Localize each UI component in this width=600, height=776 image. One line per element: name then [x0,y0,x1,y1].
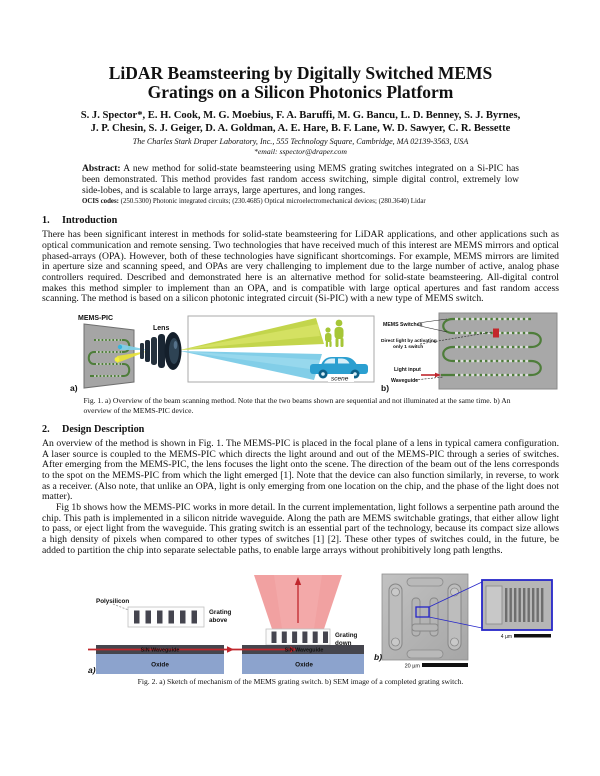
mems-switches-label: MEMS Switches [383,322,423,329]
figure-1a-diagram [70,310,380,394]
emission-dot-blue [118,345,122,349]
active-switch-marker [493,329,499,338]
section-2-heading [42,424,559,435]
author-list [42,110,559,135]
lens-label: Lens [153,325,170,333]
section-1-title: Introduction [62,215,118,227]
emission-dot-yellow [115,357,120,362]
sem-inset [482,580,552,630]
ocis-label: OCIS codes: [82,198,119,206]
inset-scale-label: 4 µm [500,634,512,641]
abstract [82,164,519,196]
polysilicon-label: Polysilicon [96,598,130,606]
figure-2a-diagram [88,573,368,675]
figure-2-caption: Fig. 2. a) Sketch of mechanism of the MEMS grating switch. b) SEM image of a completed grating switch. [137,677,464,687]
pic-chip-body [439,313,557,389]
mems-pic-label: MEMS-PIC [78,315,113,323]
ocis-codes [82,198,553,206]
figure-1b-diagram [381,310,559,394]
sketch-grating-down [232,575,364,674]
fig2b-label: b) [374,652,383,663]
grating-down-label-line1: Grating [335,632,358,640]
camera-lens [140,332,182,370]
paper-title-line2: Gratings on a Silicon Photonics Platform [147,81,454,102]
main-scale-bar [405,663,468,670]
section-2-number: 2. [42,423,50,435]
figure-1 [42,310,559,394]
light-input-label: Light input [394,367,421,374]
contact-email: *email: sspector@draper.com [254,147,347,157]
abstract-text: A new method for solid-state beamsteering using MEMS grating switches integrated on a Si-PIC has been demonstrated. This method provides fast random access switching, simple digital control, extremely low side-lobes, and is scalable to large arrays, large apertures, and long ranges. [82,164,519,196]
grating-above-label-line2: above [209,617,228,625]
paper-title-line1: LiDAR Beamsteering by Digitally Switched MEMS [108,63,493,83]
direct-light-label-line2: only 1 switch [393,345,424,351]
authors-line1: S. J. Spector*, E. H. Cook, M. G. Moebius, F. A. Baruffi, M. G. Bancu, L. D. Benney, S. J. Byrnes, [80,110,521,122]
inset-scale-bar [501,634,551,640]
figure-1-caption: Fig. 1. a) Overview of the beam scanning method. Note that the two beams shown are sequential and not illuminated at the same time. b) An overview of the MEMS-PIC device. [83,396,511,415]
abstract-label: Abstract: [82,164,121,175]
fig1a-label: a) [70,383,78,394]
authors-line2: J. P. Chesin, S. J. Geiger, D. A. Goldman, A. E. Hare, B. F. Lane, W. D. Sawyer, C. R. Bessette [90,122,511,134]
design-paragraph-2: Fig 1b shows how the MEMS-PIC works in more detail. In the current implementation, light follows a serpentine path around the chip. This path is implemented in a silicon nitride waveguide. Along the path are MEMS switchable gratings, that either allow light to pass, or eject light from the waveguide. This grating switch is an essential part of the technology, because its compact size allows a high density of pixels when compared to other types of switches [1] [2]. These other types of switches could, in the future, be added to partition the chip into separate selectable paths, to enable large arrays without prohibitively long path lengths. [42,502,559,556]
fig1b-label: b) [381,383,390,394]
oxide-label-right: Oxide [295,661,313,669]
ocis-text: (250.5300) Photonic integrated circuits; (230.4685) Optical microelectromechanical devices; (280.3640) Lidar [118,198,426,206]
direct-light-label-line1: Direct light by activating [381,339,437,345]
section-1-number: 1. [42,215,50,227]
main-scale-label: 20 µm [404,663,420,670]
paper-title [42,64,559,101]
figure-2b-sem-image [374,562,559,675]
waveguide-label: Waveguide [391,378,419,385]
introduction-paragraph: There has been significant interest in methods for solid-state beamsteering for LiDAR applications, and other applications such as optical communication and remote sensing. Two technologies that have received much of this interest are MEMS mirrors and optical phased-arrays (OPA). However, both of these technologies have significant shortcomings. For example, MEMS mirrors are limited in aperture size and scanning speed, and OPAs are very challenging to implement due to the large number of active, analog phase controllers required. Described and demonstrated here is an alternative method for solid-state beamsteering. All-digital control makes this method simpler to implement than an OPA, and is compatible with large optical apertures and fast random access scanning. The method is based on a silicon photonic integrated circuit (Si-PIC) with a new type of MEMS switch. [42,229,559,305]
affiliation: The Charles Stark Draper Laboratory, Inc., 555 Technology Square, Cambridge, MA 02139-3563, USA [132,137,469,147]
section-2-title: Design Description [62,423,145,435]
sin-waveguide-label-left: SiN Waveguide [140,648,180,655]
scene-label: scene [331,375,349,383]
design-paragraph-1: An overview of the method is shown in Fig. 1. The MEMS-PIC is placed in the focal plane of a lens in typical camera configuration. A laser source is coupled to the MEMS-PIC which directs the light around and out of the MEMS-PIC through a series of switches. After emerging from the MEMS-PIC, the lens focuses the light onto the scene. The direction of the beam out of the lens corresponds to the spot on the MEMS-PIC from which the light emerged [1]. Note that the device can also function similarly, in reverse, to work as a receiver. (Also note, that unlike an OPA, light is only emerging from one location on the chip, and the phase of the light does not matter). [42,437,559,503]
section-1-heading [42,215,559,226]
sin-waveguide-label-right: SiN Waveguide [284,648,324,655]
sketch-grating-above [88,598,234,675]
grating-down-label-line2: down [335,640,352,648]
figure-2 [42,562,559,675]
oxide-label-left: Oxide [151,661,169,669]
grating-above-label-line1: Grating [209,609,232,617]
fig2a-label: a) [88,665,96,676]
